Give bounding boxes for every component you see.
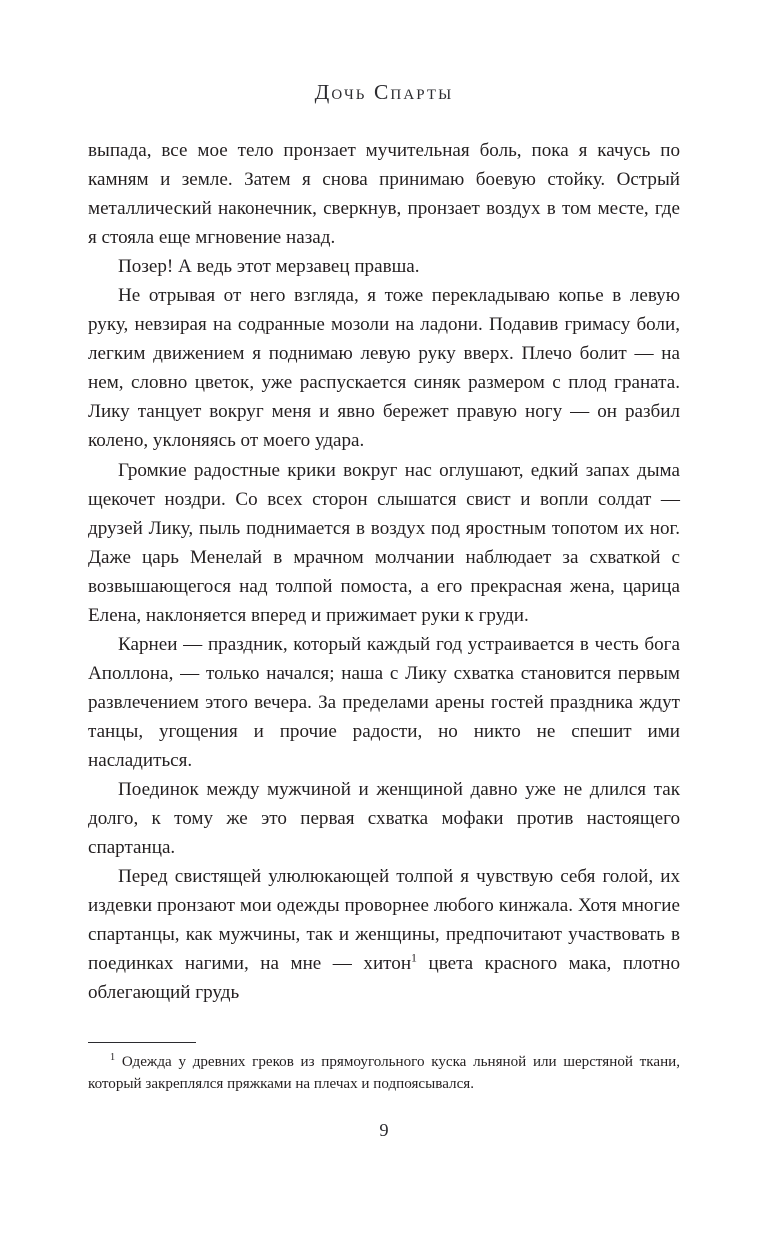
body-paragraph-with-footnote — [88, 862, 680, 1007]
page-number: 9 — [379, 1120, 389, 1140]
footnote-separator-rule — [88, 1042, 196, 1043]
body-paragraph: выпада, все мое тело пронзает мучительная боль, пока я качусь по камням и земле. Затем я снова принимаю боевую стойку. Острый металлический наконечник, сверкнув, пронзает воздух в том месте, где я стояла еще мгновение назад. — [88, 140, 680, 249]
body-paragraph: Карнеи — праздник, который каждый год устраивается в честь бога Аполлона, — только начался; наша с Лику схватка становится первым развлечением этого вечера. За пределами арены гостей праздника ждут танцы, угощения и прочие радости, но никто не спешит ими насладиться. — [88, 633, 680, 771]
body-paragraph: Поединок между мужчиной и женщиной давно уже не длился так долго, к тому же это первая схватка мофаки против настоящего спартанца. — [88, 779, 680, 859]
footnote-entry — [88, 1052, 680, 1095]
footnote-reference-marker[interactable]: 1 — [411, 950, 417, 965]
footnote-body-text: Одежда у древних греков из прямоугольного куска льняной или шерстяной ткани, который закреплялся пряжками на плечах и подпоясывался. — [88, 1054, 680, 1092]
paragraph-text-before-footnote-ref: Перед свистящей улюлюкающей толпой я чувствую себя голой, их издевки пронзают мои одежды проворнее любого кинжала. Хотя многие спартанцы, как мужчины, так и женщины, предпочитают участвовать в поединках нагими, на мне — хитон — [88, 866, 680, 975]
footnote-number: 1 — [110, 1051, 116, 1063]
body-text-block — [88, 136, 680, 1007]
body-paragraph: Позер! А ведь этот мерзавец правша. — [118, 256, 420, 278]
footnote-area — [88, 1042, 680, 1095]
running-head: Дочь Спарты — [314, 80, 454, 104]
body-paragraph: Не отрывая от него взгляда, я тоже перекладываю копье в левую руку, невзирая на содранные мозоли на ладони. Подавив гримасу боли, легким движением я поднимаю левую руку вверх. Плечо болит — на нем, словно цветок, уже распускается синяк размером с плод граната. Лику танцует вокруг меня и явно бережет правую ногу — он разбил колено, уклоняясь от моего удара. — [88, 285, 680, 452]
paragraph-text-after-footnote-ref: цвета красного мака, плотно облегающий грудь — [88, 953, 680, 1004]
body-paragraph: Громкие радостные крики вокруг нас оглушают, едкий запах дыма щекочет ноздри. Со всех сторон слышатся свист и вопли солдат — друзей Лику, пыль поднимается в воздух под яростным топотом их ног. Даже царь Менелай в мрачном молчании наблюдает за схваткой с возвышающегося над толпой помоста, а его прекрасная жена, царица Елена, наклоняется вперед и прижимает руки к груди. — [88, 459, 680, 626]
